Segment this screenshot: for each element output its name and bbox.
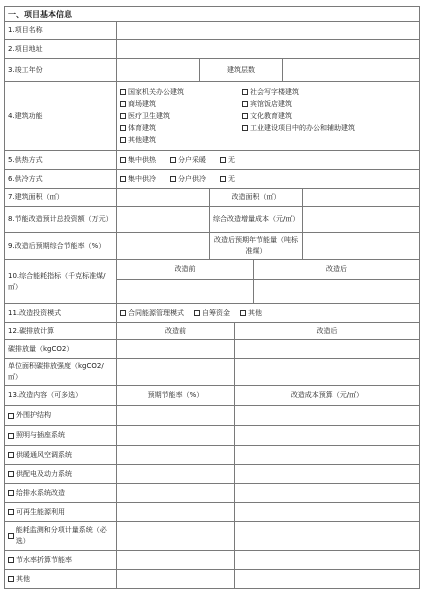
energy-before-field[interactable] — [116, 279, 254, 304]
label-building-function: 4.建筑功能 — [4, 81, 117, 151]
retrofit-option[interactable] — [8, 574, 30, 585]
cost-budget-field[interactable] — [234, 550, 420, 570]
retrofit-item — [4, 425, 117, 446]
building-area-field[interactable] — [116, 188, 210, 207]
option-label: 集中供热 — [128, 155, 156, 164]
carbon-intensity-after-field[interactable] — [234, 358, 420, 386]
expected-rate-field[interactable] — [116, 425, 235, 446]
retrofit-item — [4, 405, 117, 426]
building-function-option[interactable] — [242, 111, 402, 122]
building-function-options — [116, 81, 420, 151]
building-floors-field[interactable] — [282, 58, 420, 82]
project-address-field[interactable] — [116, 39, 420, 59]
checkbox-icon[interactable] — [170, 176, 176, 182]
expected-rate-field[interactable] — [116, 405, 235, 426]
building-function-option[interactable] — [120, 135, 242, 146]
building-function-option[interactable] — [120, 99, 242, 110]
carbon-intensity-before-field[interactable] — [116, 358, 235, 386]
label-retrofit-area: 改造面积（㎡） — [209, 188, 303, 207]
cost-budget-field[interactable] — [234, 445, 420, 465]
option-label: 无 — [228, 155, 235, 164]
cost-budget-field[interactable] — [234, 521, 420, 551]
option-label: 社会写字楼建筑 — [250, 87, 299, 96]
checkbox-icon[interactable] — [8, 576, 14, 582]
energy-after-field[interactable] — [253, 279, 420, 304]
section-title: 一、项目基本信息 — [4, 6, 420, 22]
checkbox-icon[interactable] — [8, 433, 14, 439]
investment-option[interactable] — [194, 308, 230, 319]
energy-after-header: 改造后 — [253, 259, 420, 280]
investment-option[interactable] — [120, 308, 184, 319]
expected-rate-field[interactable] — [116, 502, 235, 522]
checkbox-icon[interactable] — [120, 113, 126, 119]
carbon-emission-after-field[interactable] — [234, 339, 420, 359]
building-function-option[interactable] — [242, 123, 402, 134]
expected-rate-field[interactable] — [116, 550, 235, 570]
retrofit-option[interactable] — [8, 507, 65, 518]
option-label: 宾馆饭店建筑 — [250, 99, 292, 108]
saving-rate-total-field[interactable] — [116, 232, 210, 260]
cost-budget-header: 改造成本预算（元/㎡） — [234, 385, 420, 406]
expected-rate-header: 预期节能率（%） — [116, 385, 235, 406]
retrofit-option[interactable] — [8, 410, 51, 421]
retrofit-area-field[interactable] — [302, 188, 420, 207]
cost-budget-field[interactable] — [234, 569, 420, 589]
retrofit-item — [4, 483, 117, 503]
expected-rate-field[interactable] — [116, 445, 235, 465]
checkbox-icon[interactable] — [220, 157, 226, 163]
completion-year-field[interactable] — [116, 58, 200, 82]
checkbox-icon[interactable] — [170, 157, 176, 163]
expected-rate-field[interactable] — [116, 521, 235, 551]
label-carbon-calc: 12.碳排放计算 — [4, 322, 117, 340]
checkbox-icon[interactable] — [120, 137, 126, 143]
label-annual-saving: 改造后预期年节能量（吨标准煤） — [209, 232, 303, 260]
checkbox-icon[interactable] — [8, 557, 14, 563]
checkbox-icon[interactable] — [8, 452, 14, 458]
option-label: 可再生能源利用 — [16, 507, 65, 516]
option-label: 给排水系统改造 — [16, 488, 65, 497]
retrofit-item — [4, 550, 117, 570]
retrofit-item — [4, 502, 117, 522]
building-function-option[interactable] — [120, 111, 242, 122]
retrofit-option[interactable] — [8, 469, 72, 480]
retrofit-item — [4, 521, 117, 551]
carbon-after-header: 改造后 — [234, 322, 420, 340]
unit-cost-increase-field[interactable] — [302, 206, 420, 233]
checkbox-icon[interactable] — [120, 310, 126, 316]
label-saving-rate-total: 9.改造后预期综合节能率（%） — [4, 232, 117, 260]
option-label: 国家机关办公建筑 — [128, 87, 184, 96]
option-label: 无 — [228, 174, 235, 183]
checkbox-icon[interactable] — [120, 176, 126, 182]
expected-rate-field[interactable] — [116, 464, 235, 484]
checkbox-icon[interactable] — [240, 310, 246, 316]
cost-budget-field[interactable] — [234, 483, 420, 503]
label-project-address: 2.项目地址 — [4, 39, 117, 59]
heating-option[interactable] — [170, 155, 206, 166]
option-label: 文化教育建筑 — [250, 111, 292, 120]
checkbox-icon[interactable] — [120, 101, 126, 107]
checkbox-icon[interactable] — [8, 413, 14, 419]
option-label: 照明与插座系统 — [16, 431, 65, 439]
label-carbon-emission: 碳排放量（kgCO2） — [4, 339, 117, 359]
label-unit-cost-increase: 综合改造增量成本（元/㎡） — [209, 206, 303, 233]
investment-option[interactable] — [240, 308, 262, 319]
checkbox-icon[interactable] — [220, 176, 226, 182]
checkbox-icon[interactable] — [8, 533, 14, 539]
label-building-floors: 建筑层数 — [199, 58, 283, 82]
checkbox-icon[interactable] — [120, 157, 126, 163]
cost-budget-field[interactable] — [234, 464, 420, 484]
checkbox-icon[interactable] — [8, 490, 14, 496]
heating-option[interactable] — [220, 155, 235, 166]
heating-option[interactable] — [120, 155, 156, 166]
building-function-option[interactable] — [120, 87, 242, 98]
building-function-option[interactable] — [242, 87, 402, 98]
retrofit-option[interactable] — [8, 525, 113, 547]
option-label: 其他 — [16, 574, 30, 583]
checkbox-icon[interactable] — [8, 471, 14, 477]
cost-budget-field[interactable] — [234, 425, 420, 446]
option-label: 自筹资金 — [202, 308, 230, 317]
label-building-area: 7.建筑面积（㎡） — [4, 188, 117, 207]
option-label: 体育建筑 — [128, 123, 156, 132]
option-label: 其他 — [248, 308, 262, 317]
option-label: 外围护结构 — [16, 411, 51, 419]
checkbox-icon[interactable] — [242, 125, 248, 131]
label-completion-year: 3.竣工年份 — [4, 58, 117, 82]
option-label: 工业建设项目中的办公和辅助建筑 — [250, 123, 355, 132]
building-function-option[interactable] — [242, 99, 402, 110]
cooling-option[interactable] — [120, 174, 156, 185]
energy-before-header: 改造前 — [116, 259, 254, 280]
heating-options — [116, 150, 420, 170]
retrofit-option[interactable] — [8, 430, 65, 441]
project-name-field[interactable] — [116, 21, 420, 40]
option-label: 商场建筑 — [128, 99, 156, 108]
cost-budget-field[interactable] — [234, 405, 420, 426]
label-investment-mode: 11.改造投资模式 — [4, 303, 117, 323]
investment-mode-options — [116, 303, 420, 323]
checkbox-icon[interactable] — [194, 310, 200, 316]
cooling-option[interactable] — [170, 174, 206, 185]
label-carbon-intensity: 单位面积碳排放强度（kgCO2/㎡） — [4, 358, 117, 386]
retrofit-option[interactable] — [8, 488, 65, 499]
investment-field[interactable] — [116, 206, 210, 233]
option-label: 集中供冷 — [128, 174, 156, 183]
cooling-options — [116, 169, 420, 189]
annual-saving-field[interactable] — [302, 232, 420, 260]
checkbox-icon[interactable] — [120, 125, 126, 131]
cooling-option[interactable] — [220, 174, 235, 185]
expected-rate-field[interactable] — [116, 569, 235, 589]
building-function-option[interactable] — [120, 123, 242, 134]
label-investment: 8.节能改造预计总投资额（万元） — [4, 206, 117, 233]
retrofit-option[interactable] — [8, 555, 72, 566]
option-label: 合同能源管理模式 — [128, 308, 184, 317]
cost-budget-field[interactable] — [234, 502, 420, 522]
option-label: 节水率折算节能率 — [16, 555, 72, 564]
checkbox-icon[interactable] — [120, 89, 126, 95]
expected-rate-field[interactable] — [116, 483, 235, 503]
option-label: 医疗卫生建筑 — [128, 111, 170, 120]
option-label: 分户采暖 — [178, 155, 206, 164]
option-label: 能耗监测和分项计量系统（必选） — [15, 526, 107, 545]
checkbox-icon[interactable] — [8, 509, 14, 515]
option-label: 分户供冷 — [178, 174, 206, 183]
label-project-name: 1.项目名称 — [4, 21, 117, 40]
retrofit-item — [4, 464, 117, 484]
label-energy-index: 10.综合能耗指标（千克标准煤/㎡） — [4, 259, 117, 304]
option-label: 供暖通风空调系统 — [16, 450, 72, 459]
checkbox-icon[interactable] — [242, 113, 248, 119]
carbon-emission-before-field[interactable] — [116, 339, 235, 359]
checkbox-icon[interactable] — [242, 89, 248, 95]
label-retrofit-content: 13.改造内容（可多选） — [4, 385, 117, 406]
carbon-before-header: 改造前 — [116, 322, 235, 340]
checkbox-icon[interactable] — [242, 101, 248, 107]
retrofit-item — [4, 445, 117, 465]
retrofit-option[interactable] — [8, 450, 72, 461]
option-label: 其他建筑 — [128, 135, 156, 144]
option-label: 供配电及动力系统 — [16, 469, 72, 478]
retrofit-item — [4, 569, 117, 589]
label-cooling-mode: 6.供冷方式 — [4, 169, 117, 189]
label-heating-mode: 5.供热方式 — [4, 150, 117, 170]
